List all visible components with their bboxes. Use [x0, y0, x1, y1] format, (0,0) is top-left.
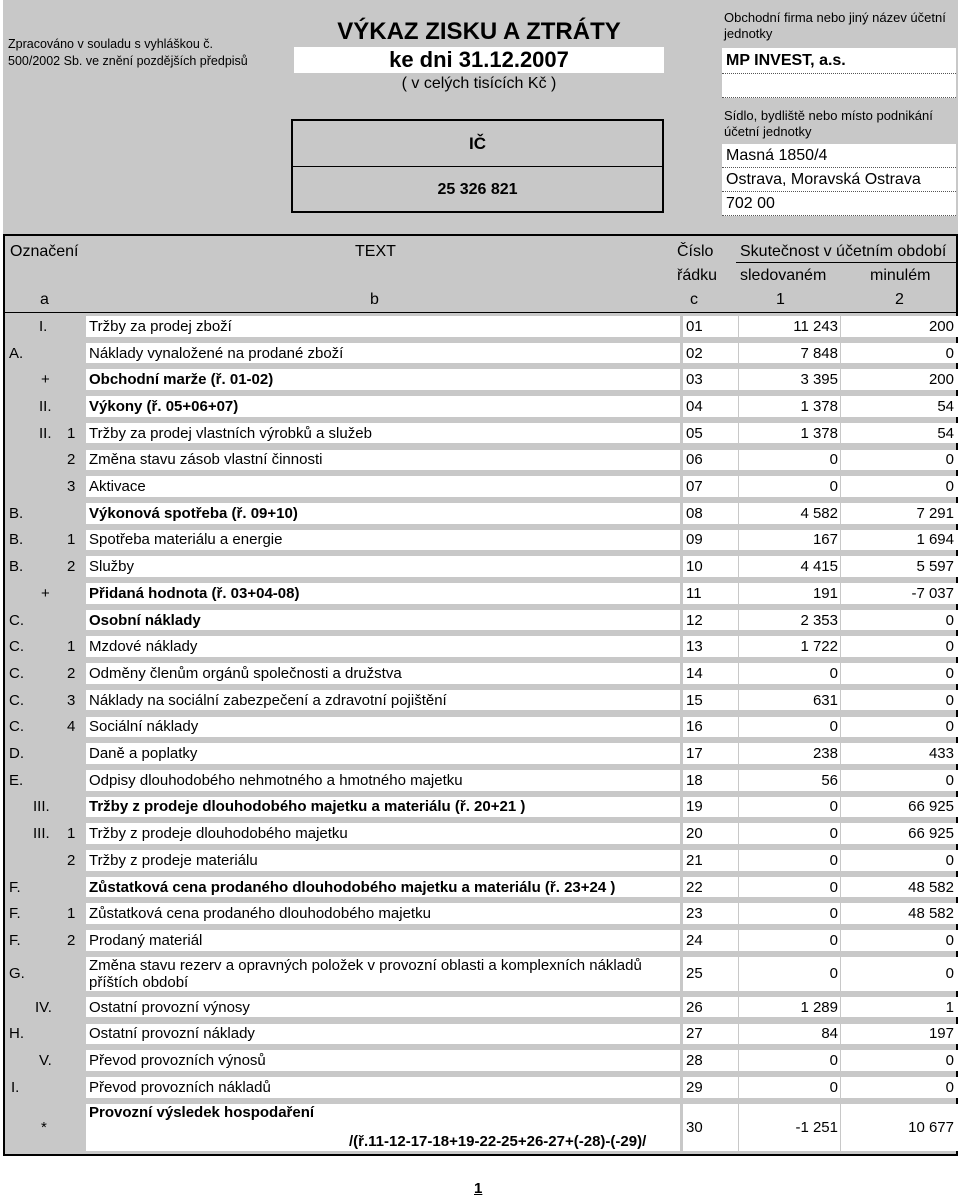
row-line-number: 10 [686, 558, 703, 576]
row-line-number: 11 [686, 584, 702, 602]
row-text: Osobní náklady [89, 611, 201, 629]
row-mark: D. [9, 745, 24, 763]
row-value-previous: -7 037 [911, 584, 954, 602]
col-header-oznaceni: Označení [10, 243, 79, 260]
row-text: Výkonová spotřeba (ř. 09+10) [89, 504, 298, 522]
row-line-number: 09 [686, 531, 703, 549]
row-value-current: 3 395 [800, 371, 838, 389]
col-number-1: 1 [776, 291, 785, 308]
row-text: Náklady na sociální zabezpečení a zdravotní pojištění [89, 691, 447, 709]
row-mark: B. [9, 558, 24, 576]
row-value-previous: 66 925 [908, 798, 954, 816]
cell-background [739, 850, 840, 871]
row-line-number: 13 [686, 638, 703, 656]
row-sub-number: 2 [67, 931, 76, 949]
page-number: 1 [474, 1180, 483, 1197]
row-line-number: 21 [686, 851, 703, 869]
row-mark: B. [9, 504, 24, 522]
row-line-number: 15 [686, 691, 703, 709]
row-value-previous: 0 [945, 611, 954, 629]
row-mark: G. [9, 965, 25, 983]
firm-name: MP INVEST, a.s. [722, 48, 956, 74]
row-text: Ostatní provozní výnosy [89, 998, 250, 1016]
table-row [3, 927, 958, 954]
compliance-note [8, 36, 293, 70]
table-row [3, 633, 958, 660]
row-value-current: 7 848 [800, 344, 838, 362]
row-value-current: 0 [829, 931, 838, 949]
row-text: Sociální náklady [89, 718, 199, 736]
row-value-previous: 66 925 [908, 825, 954, 843]
cell-background [841, 770, 958, 791]
row-value-current: 0 [829, 905, 838, 923]
row-text: Zůstatková cena prodaného dlouhodobého majetku [89, 905, 431, 923]
row-value-current: 1 722 [800, 638, 838, 656]
table-row [3, 900, 958, 927]
row-value-previous: 0 [945, 1078, 954, 1096]
cell-background [841, 450, 958, 471]
row-text-line-1: Provozní výsledek hospodaření [89, 1104, 315, 1122]
row-value-current: 0 [829, 1078, 838, 1096]
seat-label: Sídlo, bydliště nebo místo podnikání účetní jednotky [724, 108, 933, 139]
row-line-number: 02 [686, 344, 703, 362]
compliance-line-1: Zpracováno v souladu s vyhláškou č. [8, 37, 213, 51]
row-value-current: 1 289 [800, 998, 838, 1016]
cell-background [739, 957, 840, 991]
row-line-number: 20 [686, 825, 703, 843]
address-line-2: Ostrava, Moravská Ostrava [722, 168, 956, 192]
row-value-previous: 0 [945, 931, 954, 949]
statement-units: ( v celých tisících Kč ) [401, 75, 557, 92]
row-value-previous: 200 [928, 317, 954, 335]
address-line-3: 702 00 [722, 192, 956, 216]
row-line-number: 04 [686, 397, 703, 415]
firm-label: Obchodní firma nebo jiný název účetní jednotky [724, 10, 946, 41]
row-text: Odpisy dlouhodobého nehmotného a hmotného majetku [89, 771, 463, 789]
row-mark: F. [9, 905, 21, 923]
row-text: Ostatní provozní náklady [89, 1025, 255, 1043]
row-sub-number: 1 [67, 905, 76, 923]
row-line-number: 06 [686, 451, 703, 469]
row-value-previous: 0 [945, 478, 954, 496]
row-text [89, 1101, 646, 1154]
row-value-previous: 7 291 [916, 504, 954, 522]
row-value-previous: 0 [945, 851, 954, 869]
row-mark: V. [39, 1052, 52, 1070]
table-row [3, 687, 958, 714]
table-row [3, 954, 958, 994]
row-line-number: 19 [686, 798, 703, 816]
row-value-current: 0 [829, 451, 838, 469]
table-row [3, 473, 958, 500]
row-value-previous: 0 [945, 638, 954, 656]
cell-background [841, 663, 958, 684]
row-value-current: 191 [812, 584, 838, 602]
row-value-current: 0 [829, 878, 838, 896]
cell-background [841, 343, 958, 364]
cell-background [841, 930, 958, 951]
cell-background [841, 476, 958, 497]
row-value-previous: 0 [945, 1052, 954, 1070]
row-value-previous: 48 582 [908, 905, 954, 923]
row-text: Daně a poplatky [89, 745, 198, 763]
table-row [3, 794, 958, 821]
table-row [3, 874, 958, 901]
row-value-previous: 197 [928, 1025, 954, 1043]
row-sub-number: 2 [67, 451, 76, 469]
row-text: Výkony (ř. 05+06+07) [89, 397, 239, 415]
row-value-current: 0 [829, 1052, 838, 1070]
row-sub-number: 1 [67, 531, 76, 549]
cell-background [739, 877, 840, 898]
row-text: Tržby z prodeje materiálu [89, 851, 258, 869]
row-line-number: 24 [686, 931, 703, 949]
col-header-text: TEXT [355, 243, 396, 260]
table-row [3, 553, 958, 580]
row-text: Tržby za prodej vlastních výrobků a služeb [89, 424, 372, 442]
row-value-current: 0 [829, 965, 838, 983]
row-text: Náklady vynaložené na prodané zboží [89, 344, 344, 362]
row-line-number: 23 [686, 905, 703, 923]
row-value-current: 0 [829, 825, 838, 843]
row-line-number: 25 [686, 965, 703, 983]
row-text [89, 954, 642, 994]
cell-background [841, 1077, 958, 1098]
row-mark: II. [39, 424, 52, 442]
row-sub-number: 3 [67, 691, 76, 709]
row-line-number: 08 [686, 504, 703, 522]
table-row [3, 1101, 958, 1154]
row-value-current: 0 [829, 718, 838, 736]
table-row [3, 767, 958, 794]
cell-background [841, 1050, 958, 1071]
row-line-number: 05 [686, 424, 703, 442]
row-value-current: 0 [829, 664, 838, 682]
row-text: Obchodní marže (ř. 01-02) [89, 371, 274, 389]
row-value-previous: 1 694 [916, 531, 954, 549]
table-row [3, 820, 958, 847]
col-header-minulem: minulém [870, 267, 931, 284]
ic-label: IČ [293, 121, 662, 167]
row-sub-number: 1 [67, 825, 76, 843]
col-letter-a: a [40, 291, 49, 308]
row-line-number: 01 [686, 317, 703, 335]
statement-title: VÝKAZ ZISKU A ZTRÁTY [337, 18, 621, 45]
row-value-previous: 0 [945, 344, 954, 362]
row-line-number: 28 [686, 1052, 703, 1070]
cell-background [739, 903, 840, 924]
row-value-previous: 1 [945, 998, 954, 1016]
ic-box [291, 119, 664, 213]
table-row [3, 994, 958, 1021]
cell-background [739, 717, 840, 738]
table-row [3, 393, 958, 420]
row-mark: III. [33, 798, 50, 816]
row-text: Změna stavu zásob vlastní činnosti [89, 451, 323, 469]
row-sub-number: 2 [67, 664, 76, 682]
table-row [3, 660, 958, 687]
row-value-previous: 10 677 [908, 1118, 954, 1136]
row-value-previous: 5 597 [916, 558, 954, 576]
row-sub-number: 2 [67, 851, 76, 869]
table-row [3, 420, 958, 447]
table-row [3, 740, 958, 767]
row-value-previous: 0 [945, 451, 954, 469]
cell-background [739, 1050, 840, 1071]
row-text: Spotřeba materiálu a energie [89, 531, 283, 549]
cell-background [841, 850, 958, 871]
col-header-skutecnost: Skutečnost v účetním období [740, 243, 947, 260]
row-value-current: 11 243 [793, 317, 838, 335]
row-mark: IV. [35, 998, 52, 1016]
row-line-number: 30 [686, 1118, 703, 1136]
cell-background [86, 556, 680, 577]
row-line-number: 27 [686, 1025, 703, 1043]
row-value-previous: 48 582 [908, 878, 954, 896]
row-mark: F. [9, 878, 21, 896]
row-line-number: 29 [686, 1078, 703, 1096]
row-text: Mzdové náklady [89, 638, 198, 656]
cell-background [841, 997, 958, 1018]
row-value-current: 0 [829, 851, 838, 869]
table-row [3, 580, 958, 607]
cell-background [86, 476, 680, 497]
cell-background [739, 823, 840, 844]
table-row [3, 607, 958, 634]
row-value-current: 0 [829, 798, 838, 816]
row-line-number: 16 [686, 718, 703, 736]
row-text: Tržby z prodeje dlouhodobého majetku [89, 825, 348, 843]
row-text: Převod provozních nákladů [89, 1078, 271, 1096]
row-text: Zůstatková cena prodaného dlouhodobého majetku a materiálu (ř. 23+24 ) [89, 878, 616, 896]
row-mark: A. [9, 344, 24, 362]
table-row [3, 714, 958, 741]
table-row [3, 1021, 958, 1048]
row-value-current: 4 582 [800, 504, 838, 522]
row-value-previous: 0 [945, 691, 954, 709]
table-row [3, 1047, 958, 1074]
table-row [3, 340, 958, 367]
row-mark: C. [9, 718, 24, 736]
row-value-current: 2 353 [800, 611, 838, 629]
row-line-number: 07 [686, 478, 703, 496]
row-mark: + [41, 371, 50, 389]
cell-background [739, 450, 840, 471]
cell-background [841, 636, 958, 657]
row-mark: II. [39, 397, 52, 415]
row-sub-number: 1 [67, 638, 76, 656]
address-line-1: Masná 1850/4 [722, 144, 956, 168]
firm-name-blank-line [722, 74, 956, 98]
row-value-current: 167 [812, 531, 838, 549]
row-value-previous: 433 [928, 745, 954, 763]
row-value-current: 0 [829, 478, 838, 496]
statement-date: ke dni 31.12.2007 [294, 47, 664, 73]
cell-background [841, 957, 958, 991]
col-number-2: 2 [895, 291, 904, 308]
cell-background [841, 717, 958, 738]
row-value-previous: 0 [945, 718, 954, 736]
col-header-sledovanem: sledovaném [740, 267, 827, 284]
col-letter-b: b [370, 291, 379, 308]
cell-background [841, 610, 958, 631]
table-row [3, 500, 958, 527]
row-value-current: 4 415 [800, 558, 838, 576]
cell-background [739, 930, 840, 951]
row-text: Služby [89, 558, 135, 576]
cell-background [739, 663, 840, 684]
row-sub-number: 4 [67, 718, 76, 736]
row-value-current: 84 [821, 1025, 838, 1043]
row-text: Prodaný materiál [89, 931, 203, 949]
row-text: Převod provozních výnosů [89, 1052, 266, 1070]
row-line-number: 17 [686, 745, 703, 763]
row-text: Přidaná hodnota (ř. 03+04-08) [89, 584, 300, 602]
row-mark: C. [9, 691, 24, 709]
cell-background [739, 1077, 840, 1098]
row-value-previous: 0 [945, 965, 954, 983]
row-value-current: 1 378 [800, 397, 838, 415]
row-line-number: 14 [686, 664, 703, 682]
row-value-previous: 200 [928, 371, 954, 389]
row-sub-number: 2 [67, 558, 76, 576]
row-text-line-2: /(ř.11-12-17-18+19-22-25+26-27+(-28)-(-29)/ [349, 1133, 647, 1151]
col-header-cislo: Číslo [677, 243, 714, 260]
row-sub-number: 1 [67, 424, 76, 442]
row-mark: C. [9, 664, 24, 682]
row-line-number: 22 [686, 878, 703, 896]
row-value-previous: 54 [937, 397, 954, 415]
row-line-number: 12 [686, 611, 703, 629]
row-text: Odměny členům orgánů společnosti a družstva [89, 664, 402, 682]
table-row [3, 313, 958, 340]
table-row [3, 527, 958, 554]
row-text: Tržby z prodeje dlouhodobého majetku a materiálu (ř. 20+21 ) [89, 798, 526, 816]
row-value-previous: 0 [945, 771, 954, 789]
row-mark: F. [9, 931, 21, 949]
row-mark: * [41, 1118, 47, 1136]
header-divider [736, 262, 956, 263]
row-value-current: 631 [812, 691, 838, 709]
row-mark: C. [9, 638, 24, 656]
table-row [3, 1074, 958, 1101]
compliance-line-2: 500/2002 Sb. ve znění pozdějších předpisů [8, 54, 248, 68]
cell-background [739, 797, 840, 818]
row-value-previous: 0 [945, 664, 954, 682]
row-line-number: 18 [686, 771, 703, 789]
row-text: Aktivace [89, 478, 146, 496]
table-row [3, 847, 958, 874]
row-text-line-2: příštích období [89, 973, 189, 991]
table-row [3, 447, 958, 474]
table-row [3, 366, 958, 393]
col-letter-c: c [690, 291, 698, 308]
row-text-line-1: Změna stavu rezerv a opravných položek v provozní oblasti a komplexních nákladů [89, 956, 642, 974]
row-line-number: 03 [686, 371, 703, 389]
row-value-current: -1 251 [795, 1118, 838, 1136]
row-text: Tržby za prodej zboží [89, 317, 232, 335]
row-mark: B. [9, 531, 24, 549]
row-mark: + [41, 584, 50, 602]
ic-value: 25 326 821 [437, 181, 518, 198]
row-line-number: 26 [686, 998, 703, 1016]
row-mark: III. [33, 825, 50, 843]
row-mark: I. [11, 1078, 20, 1096]
row-mark: C. [9, 611, 24, 629]
row-value-current: 238 [812, 745, 838, 763]
row-value-current: 56 [821, 771, 838, 789]
row-value-current: 1 378 [800, 424, 838, 442]
row-value-previous: 54 [937, 424, 954, 442]
col-header-radku: řádku [677, 267, 718, 284]
row-mark: E. [9, 771, 24, 789]
row-mark: H. [9, 1025, 24, 1043]
row-sub-number: 3 [67, 478, 76, 496]
row-mark: I. [39, 317, 48, 335]
cell-background [841, 690, 958, 711]
cell-background [739, 476, 840, 497]
